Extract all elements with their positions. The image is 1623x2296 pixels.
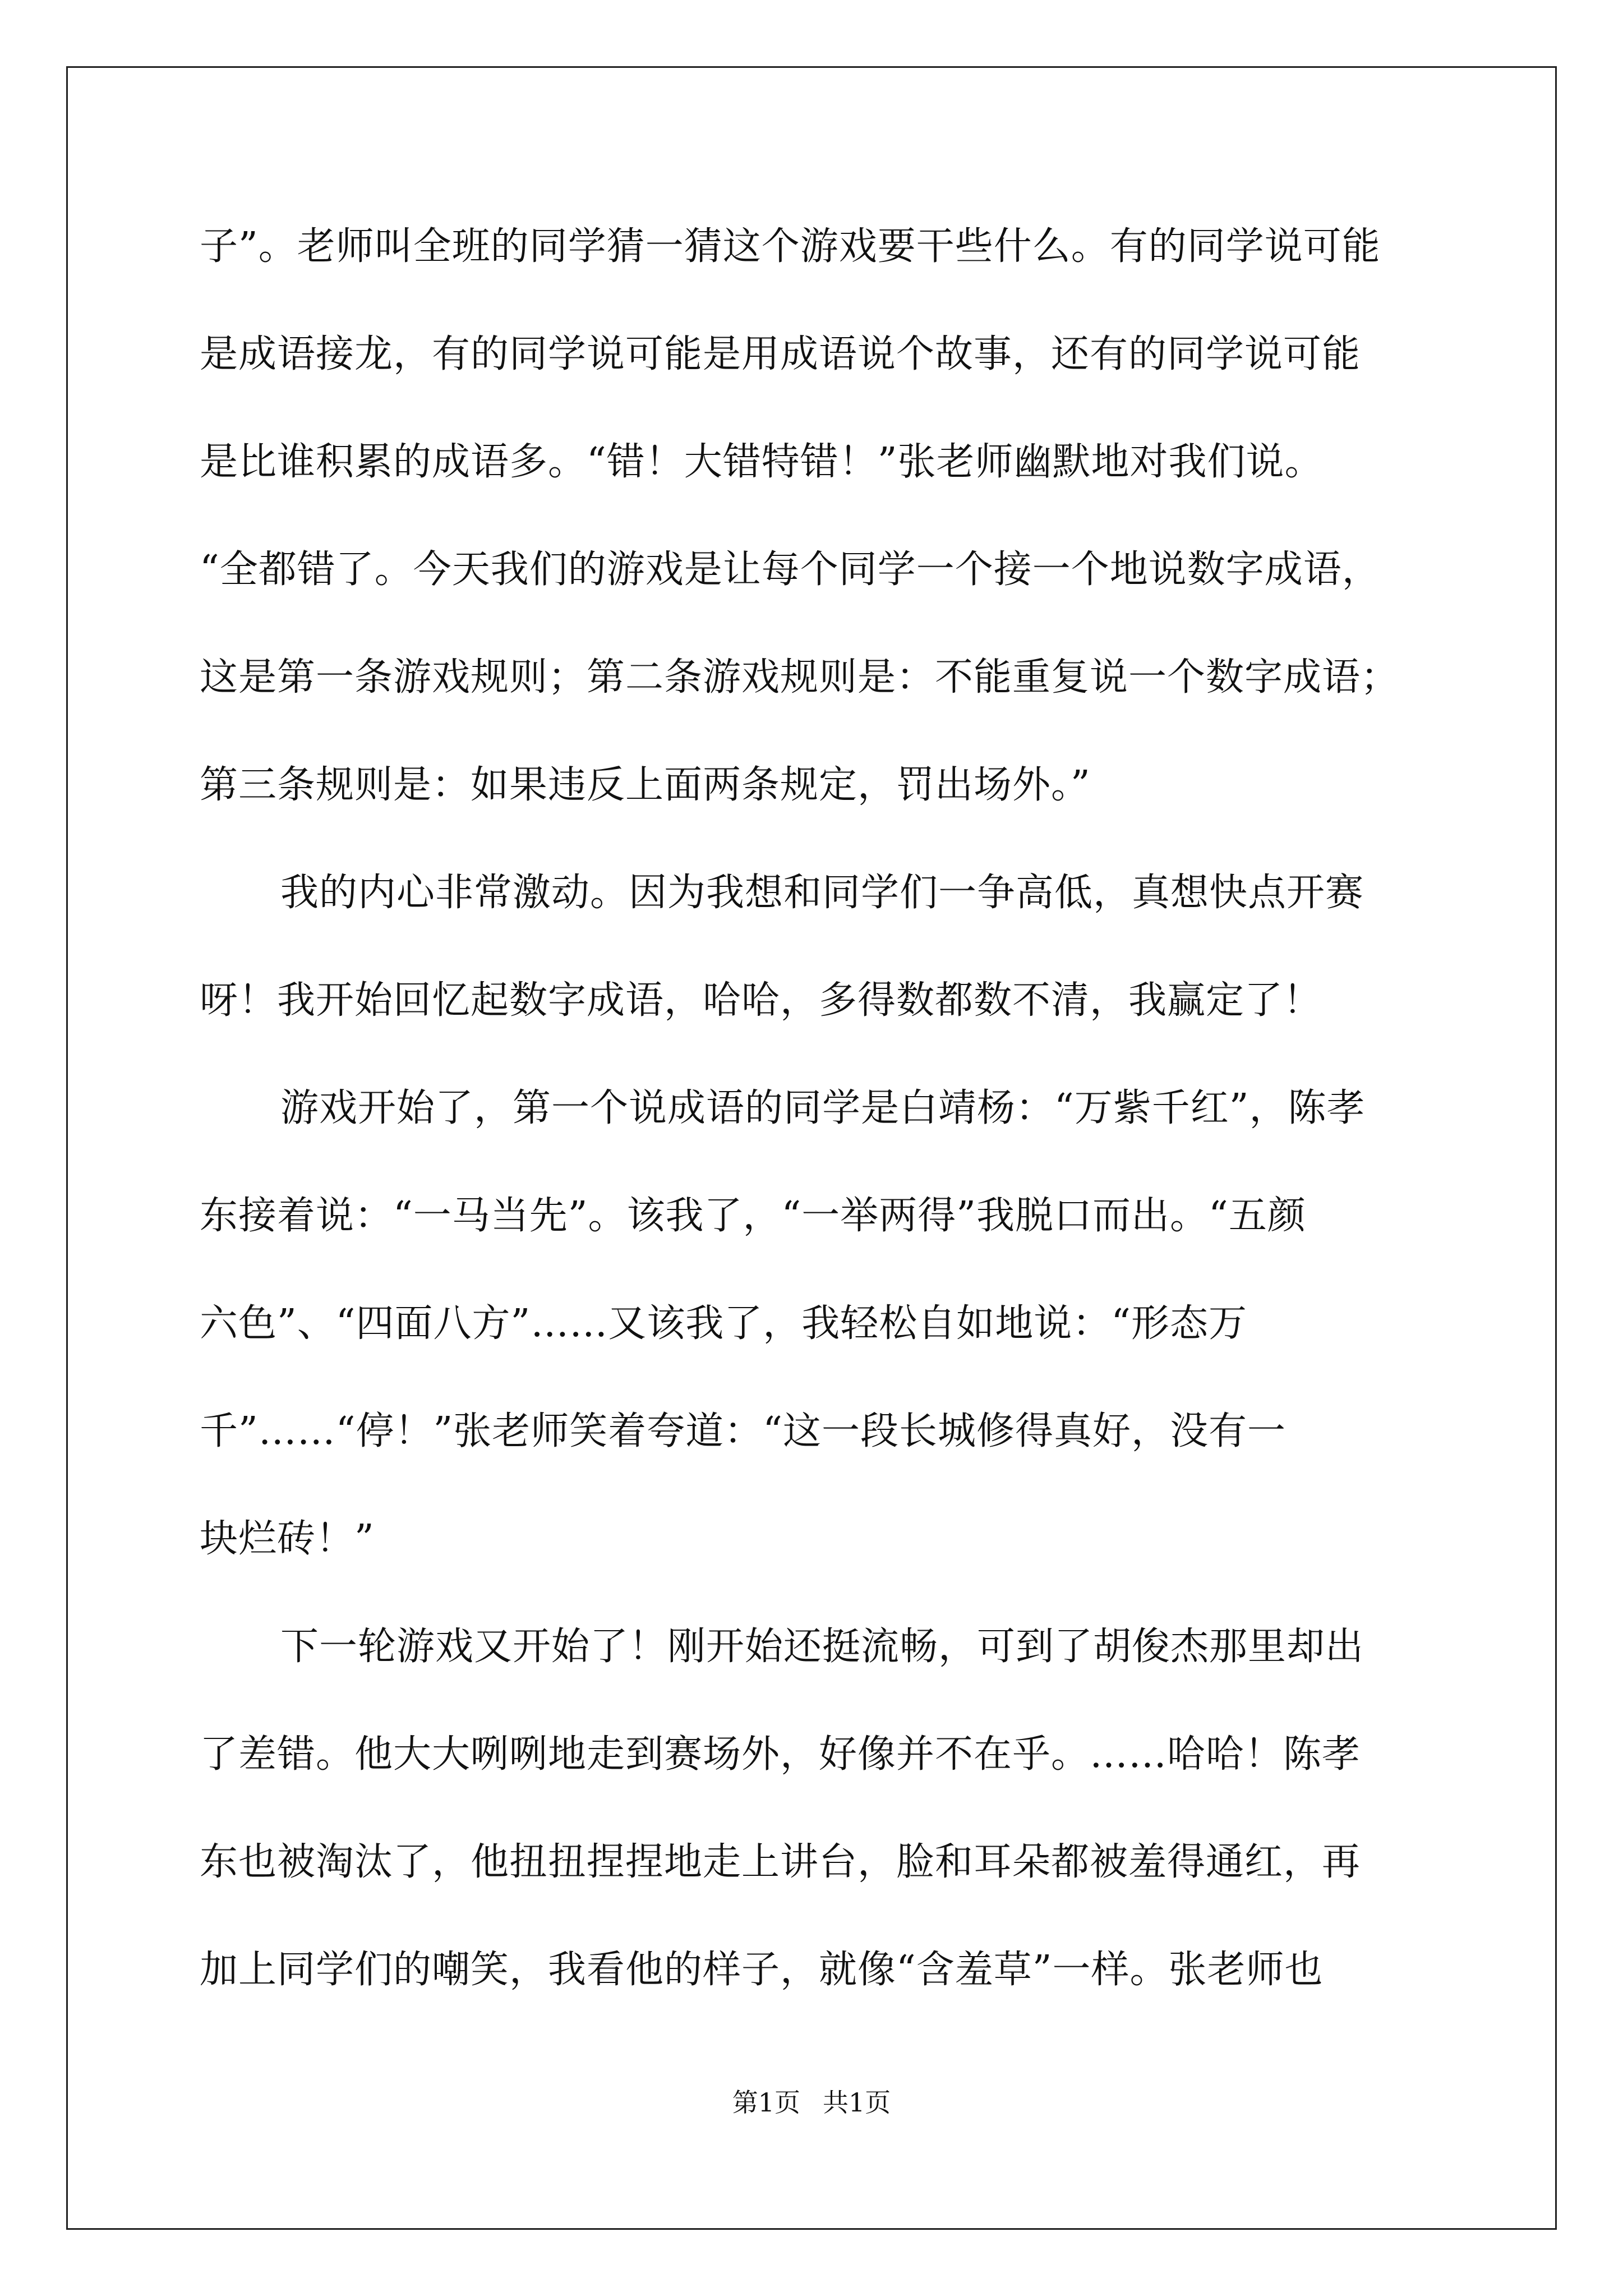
- body-text-line: 六色”、“四面八方”……又该我了，我轻松自如地说：“形态万: [200, 1301, 1248, 1346]
- body-text-line: 呀！我开始回忆起数字成语，哈哈，多得数都数不清，我赢定了！: [200, 978, 1322, 1023]
- paragraph-first-line: 游戏开始了，第一个说成语的同学是白靖杨：“万紫千红”，陈孝: [280, 1086, 1366, 1130]
- body-text-line: 是成语接龙，有的同学说可能是用成语说个故事，还有的同学说可能: [200, 332, 1361, 376]
- body-text-line: 东也被淘汰了，他扭扭捏捏地走上讲台，脸和耳朵都被羞得通红，再: [200, 1840, 1361, 1884]
- body-text-line: 是比谁积累的成语多。“错！大错特错！”张老师幽默地对我们说。: [200, 440, 1324, 484]
- paragraph-first-line: 下一轮游戏又开始了！刚开始还挺流畅，可到了胡俊杰那里却出: [280, 1625, 1364, 1669]
- body-text-line: 第三条规则是：如果违反上面两条规定，罚出场外。”: [200, 763, 1091, 807]
- paragraph-first-line: 我的内心非常激动。因为我想和同学们一争高低，真想快点开赛: [280, 871, 1364, 915]
- page-footer: [0, 2086, 1623, 2119]
- page-number: 第1页: [732, 2087, 800, 2118]
- body-text-line: 子”。老师叫全班的同学猜一猜这个游戏要干些什么。有的同学说可能: [200, 224, 1381, 269]
- body-text-line: 千”……“停！”张老师笑着夸道：“这一段长城修得真好，没有一: [200, 1409, 1287, 1453]
- body-text-line: 了差错。他大大咧咧地走到赛场外，好像并不在乎。……哈哈！陈孝: [200, 1732, 1361, 1777]
- body-text-line: 这是第一条游戏规则；第二条游戏规则是：不能重复说一个数字成语；: [200, 655, 1400, 700]
- page-border: [66, 66, 1557, 2230]
- body-text-line: “全都错了。今天我们的游戏是让每个同学一个接一个地说数字成语，: [200, 547, 1381, 592]
- body-text-line: 块烂砖！”: [200, 1517, 375, 1561]
- page-total: 共1页: [823, 2087, 891, 2118]
- body-text-line: 加上同学们的嘲笑，我看他的样子，就像“含羞草”一样。张老师也: [200, 1948, 1324, 1992]
- body-text-line: 东接着说：“一马当先”。该我了，“一举两得”我脱口而出。“五颜: [200, 1194, 1306, 1238]
